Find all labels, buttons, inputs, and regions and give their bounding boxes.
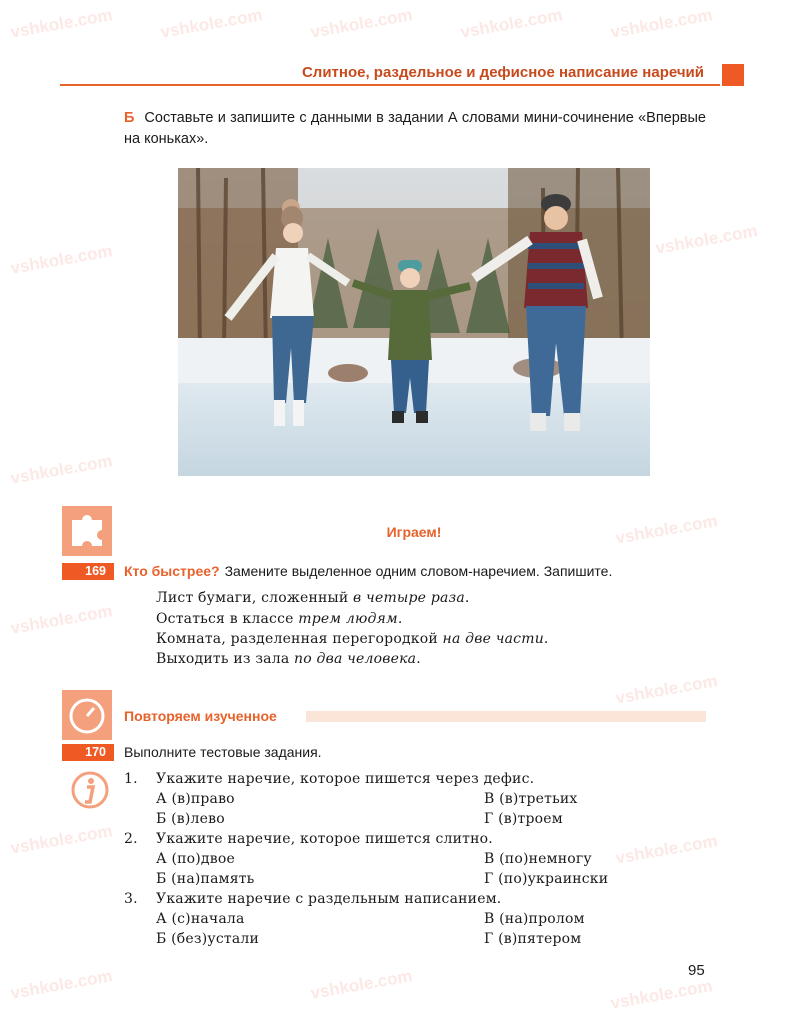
sentence-2-plain: Остаться в классе	[156, 611, 294, 627]
info-icon	[70, 770, 110, 815]
watermark: vshkole.com	[654, 221, 759, 258]
task-169-instruction	[124, 563, 612, 579]
clock-icon	[62, 690, 112, 740]
question-3-text: Укажите наречие с раздельным написанием.	[156, 891, 502, 907]
photo-family-skating	[178, 168, 650, 476]
watermark: vshkole.com	[609, 976, 714, 1013]
sentence-1-plain: Лист бумаги, сложенный	[156, 590, 349, 606]
question-1-option-b: Б (в)лево	[156, 811, 225, 827]
task-169-text: Замените выделенное одним словом-наречием. Запишите.	[224, 563, 613, 579]
watermark: vshkole.com	[159, 5, 264, 42]
sentence-1-highlight: в четыре раза	[353, 590, 465, 606]
question-3-option-g: Г (в)пятером	[484, 931, 582, 947]
question-3-option-a: А (с)начала	[156, 911, 245, 927]
sentence-4-highlight: по два человека	[294, 651, 417, 667]
task-b-letter: Б	[124, 110, 135, 126]
sentence-4-plain: Выходить из зала	[156, 651, 290, 667]
question-1-number: 1.	[124, 771, 138, 787]
watermark: vshkole.com	[9, 451, 114, 488]
review-section-bar	[306, 711, 706, 722]
task-b	[124, 108, 706, 150]
sentence-2-highlight: трем людям	[298, 611, 398, 627]
sentence-3-plain: Комната, разделенная перегородкой	[156, 631, 438, 647]
question-2-text: Укажите наречие, которое пишется слитно.	[156, 831, 493, 847]
task-b-text: Составьте и запишите с данными в задании А словами мини-сочинение «Впервые на коньках».	[124, 110, 706, 147]
play-section-title: Играем!	[386, 524, 442, 540]
question-3-number: 3.	[124, 891, 138, 907]
watermark: vshkole.com	[9, 821, 114, 858]
watermark: vshkole.com	[9, 601, 114, 638]
sentence-1-end: .	[464, 590, 470, 606]
sentence-1	[156, 590, 470, 606]
question-3-option-v: В (на)пролом	[484, 911, 585, 927]
watermark: vshkole.com	[9, 5, 114, 42]
question-2-number: 2.	[124, 831, 138, 847]
sentence-3-highlight: на две части	[442, 631, 544, 647]
exercise-number-170: 170	[62, 744, 114, 761]
watermark: vshkole.com	[614, 511, 719, 548]
question-2-option-a: А (по)двое	[156, 851, 235, 867]
watermark: vshkole.com	[9, 966, 114, 1003]
review-section-title: Повторяем изученное	[124, 708, 277, 724]
watermark: vshkole.com	[614, 671, 719, 708]
question-1-text: Укажите наречие, которое пишется через дефис.	[156, 771, 535, 787]
watermark: vshkole.com	[614, 831, 719, 868]
question-1-option-a: А (в)право	[156, 791, 235, 807]
sentence-2-end: .	[397, 611, 403, 627]
question-1-option-v: В (в)третьих	[484, 791, 578, 807]
watermark: vshkole.com	[609, 5, 714, 42]
question-2-option-g: Г (по)украински	[484, 871, 609, 887]
exercise-number-169: 169	[62, 563, 114, 580]
sentence-3-end: .	[543, 631, 549, 647]
header-rule	[60, 84, 720, 86]
sentence-2	[156, 611, 402, 627]
header-marker	[722, 64, 744, 86]
watermark: vshkole.com	[309, 5, 414, 42]
chapter-title: Слитное, раздельное и дефисное написание наречий	[301, 64, 704, 81]
question-3-option-b: Б (без)устали	[156, 931, 260, 947]
task-169-lead: Кто быстрее?	[124, 563, 220, 579]
watermark: vshkole.com	[309, 966, 414, 1003]
watermark: vshkole.com	[9, 241, 114, 278]
sentence-3	[156, 631, 549, 647]
task-170-instruction: Выполните тестовые задания.	[124, 744, 322, 760]
question-2-option-v: В (по)немногу	[484, 851, 592, 867]
page-number: 95	[688, 962, 705, 979]
watermark: vshkole.com	[459, 5, 564, 42]
question-1-option-g: Г (в)троем	[484, 811, 563, 827]
photo-illustration	[178, 168, 650, 476]
sentence-4	[156, 651, 421, 667]
question-2-option-b: Б (на)память	[156, 871, 255, 887]
sentence-4-end: .	[416, 651, 421, 667]
